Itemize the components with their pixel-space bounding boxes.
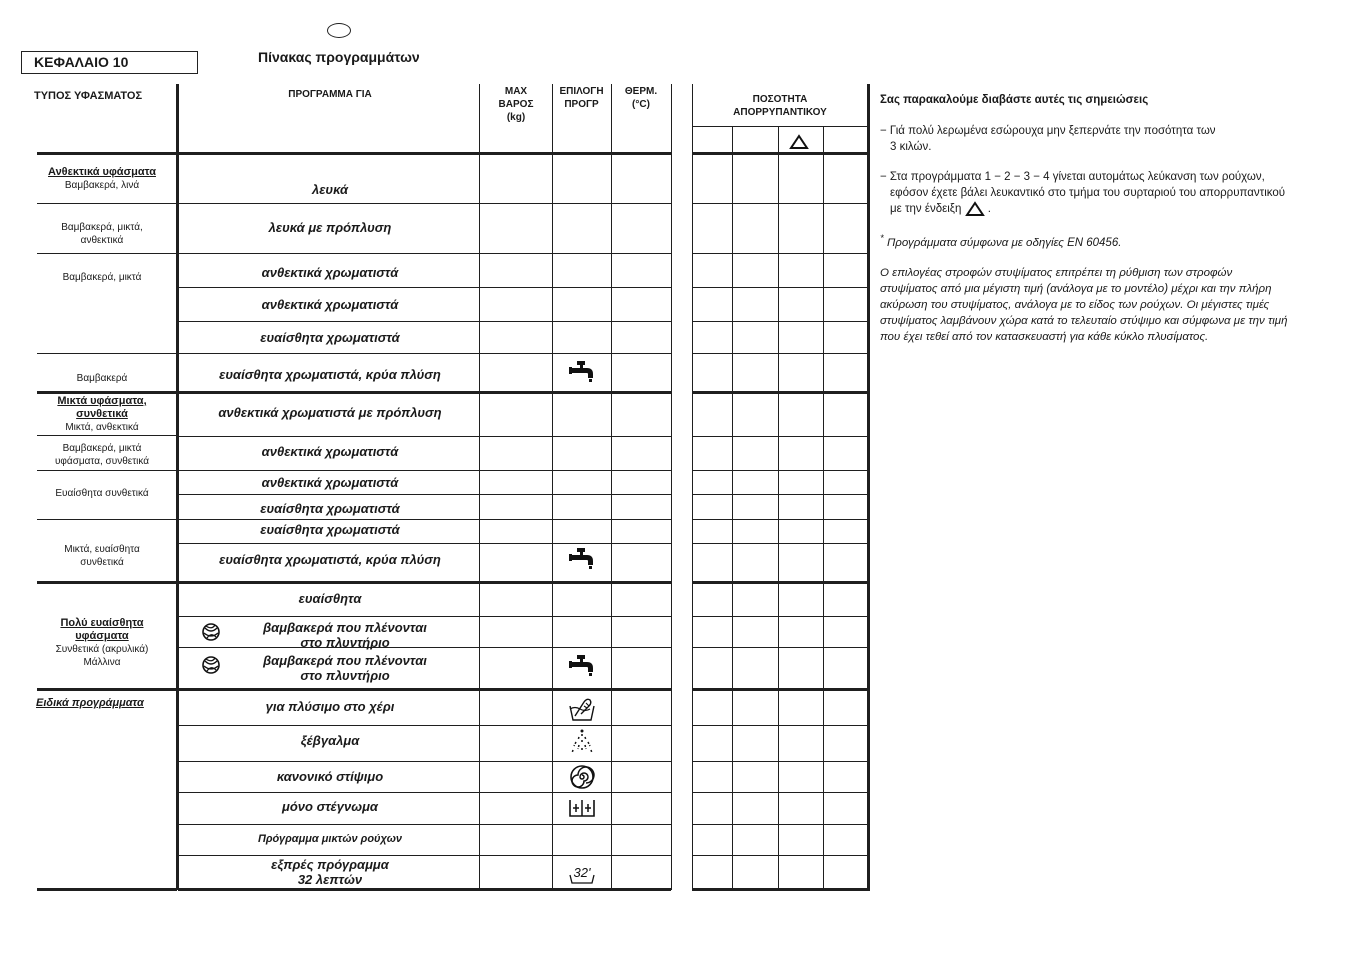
fabric-group-durable: Ανθεκτικά υφάσματα Βαμβακερά, λινά	[48, 166, 156, 191]
grid-line	[37, 391, 177, 394]
program-row: βαμβακερά που πλένονται στο πλυντήριο	[180, 620, 480, 650]
grid-line	[178, 253, 671, 254]
hand-wash-icon	[567, 694, 597, 722]
grid-line	[178, 353, 671, 354]
svg-text:32': 32'	[573, 865, 591, 880]
grid-line	[178, 761, 671, 762]
grid-line	[37, 470, 177, 471]
grid-line	[692, 581, 870, 584]
fabric-group-mixed-synthetic: Μικτά υφάσματα, συνθετικά Μικτά, ανθεκτικά	[57, 395, 147, 433]
program-row: ευαίσθητα χρωματιστά, κρύα πλύση	[219, 552, 441, 567]
spin-spiral-icon	[567, 763, 597, 791]
grid-line	[692, 761, 870, 762]
program-row: ανθεκτικά χρωματιστά	[261, 475, 399, 490]
grid-line	[692, 152, 870, 155]
program-row: λευκά με πρόπλυση	[268, 220, 392, 235]
grid-line	[867, 84, 870, 890]
page-marker-oval	[327, 23, 351, 38]
grid-line	[692, 494, 870, 495]
grid-line	[37, 688, 177, 691]
grid-line	[692, 253, 870, 254]
program-row: ευαίσθητα	[298, 591, 362, 606]
tap-icon	[567, 545, 597, 573]
program-row: ανθεκτικά χρωματιστά	[261, 444, 399, 459]
grid-line	[178, 725, 671, 726]
grid-line	[692, 321, 870, 322]
note-bleach: − Στα προγράμματα 1 − 2 − 3 − 4 γίνεται αυτομάτως λεύκανση των ρούχων, εφόσον έχετε βάλει λευκαντικό στο τμήμα του συρταριού του απορρυπαντικού με την ένδειξη .	[880, 171, 1286, 216]
header-program: ΠΡΟΓΡΑΜΜΑ ΓΙΑ	[288, 89, 372, 100]
grid-line	[178, 391, 671, 394]
grid-line	[37, 152, 671, 155]
grid-line	[178, 543, 671, 544]
fabric-group-special: Ειδικά προγράμματα	[36, 697, 144, 709]
grid-line	[692, 725, 870, 726]
page-title: Πίνακας προγραμμάτων	[258, 49, 420, 65]
grid-line	[37, 435, 177, 436]
drying-icon	[567, 794, 597, 822]
program-row: ανθεκτικά χρωματιστά	[261, 297, 399, 312]
grid-line	[178, 688, 671, 691]
header-max-weight: MAX ΒΑΡΟΣ (kg)	[498, 86, 534, 123]
program-row: ανθεκτικά χρωματιστά	[261, 265, 399, 280]
fabric-group-cotton-mixed-durable: Βαμβακερά, μικτά, ανθεκτικά	[61, 222, 143, 246]
grid-line	[37, 581, 177, 584]
program-row: ξέβγαλμα	[300, 733, 360, 748]
note-standard: * Προγράμματα σύμφωνα με οδηγίες EN 60456.	[880, 233, 1122, 249]
grid-line	[37, 203, 177, 204]
grid-line	[692, 647, 870, 648]
tap-icon	[567, 652, 597, 680]
grid-line	[178, 470, 671, 471]
grid-line	[178, 436, 671, 437]
tap-icon	[567, 358, 597, 386]
program-row: κανονικό στίψιμο	[276, 769, 384, 784]
grid-line	[178, 287, 671, 288]
grid-line	[37, 888, 177, 891]
program-row: για πλύσιμο στο χέρι	[265, 699, 395, 714]
bleach-triangle-icon	[965, 201, 985, 217]
notes-panel	[880, 92, 1335, 359]
grid-line	[671, 84, 672, 890]
header-fabric-type: ΤΥΠΟΣ ΥΦΑΣΜΑΤΟΣ	[34, 90, 143, 102]
fabric-group-cotton: Βαμβακερά	[76, 373, 128, 384]
fabric-group-cotton-synthetic: Βαμβακερά, μικτά υφάσματα, συνθετικά	[54, 443, 150, 467]
express-32-icon	[567, 857, 597, 885]
grid-line	[692, 287, 870, 288]
program-row: ευαίσθητα χρωματιστά	[260, 522, 400, 537]
grid-line	[692, 126, 868, 127]
grid-line	[692, 353, 870, 354]
program-row: ευαίσθητα χρωματιστά	[260, 501, 400, 516]
grid-line	[178, 616, 671, 617]
grid-line	[178, 519, 671, 520]
grid-line	[178, 321, 671, 322]
fabric-group-cotton-mixed: Βαμβακερά, μικτά	[62, 272, 142, 283]
grid-line	[692, 391, 870, 394]
grid-line	[692, 688, 870, 691]
wool-ball-icon	[200, 655, 222, 675]
rinse-shower-icon	[567, 728, 597, 756]
grid-line	[692, 519, 870, 520]
program-row: ανθεκτικά χρωματιστά με πρόπλυση	[218, 405, 442, 420]
grid-line	[37, 253, 177, 254]
grid-line	[692, 203, 870, 204]
grid-line	[823, 127, 824, 890]
grid-line	[692, 543, 870, 544]
grid-line	[692, 792, 870, 793]
grid-line	[692, 436, 870, 437]
grid-line	[37, 519, 177, 520]
grid-line	[692, 824, 870, 825]
grid-line	[178, 855, 671, 856]
bleach-triangle-icon	[789, 134, 809, 150]
fabric-group-mixed-delicate: Μικτά, ευαίσθητα συνθετικά	[64, 544, 140, 568]
program-row: ευαίσθητα χρωματιστά	[260, 330, 400, 345]
program-row: βαμβακερά που πλένονται στο πλυντήριο	[180, 653, 480, 683]
grid-line	[692, 84, 693, 890]
grid-line	[692, 616, 870, 617]
header-temperature: ΘΕΡΜ. (°C)	[624, 86, 658, 110]
notes-title: Σας παρακαλούμε διαβάστε αυτές τις σημειώσεις	[880, 94, 1149, 106]
grid-line	[692, 855, 870, 856]
grid-line	[692, 888, 870, 891]
header-detergent: ΠΟΣΟΤΗΤΑ ΑΠΟΡΡΥΠΑΝΤΙΚΟΥ	[733, 94, 827, 118]
note-spin: Ο επιλογέας στροφών στυψίματος επιτρέπει τη ρύθμιση των στροφών στυψίματος από μια μέγιστη τιμή (ανάλογα με το μοντέλο) μέχρι και την πλήρη ακύρωση του στυψίματος, ανάλογα με το είδος των ρούχων. Οι μέγιστες τιμές στυψίματος λαμβάνουν χώρα κατά το τελευταίο στύψιμο και σύμφωνα με την τιμή που έχει τεθεί από τον κατασκευαστή για κάθε κύκλο πλυσίματος.	[880, 266, 1288, 343]
program-row: λευκά	[311, 182, 349, 197]
grid-line	[611, 84, 612, 890]
grid-line	[37, 353, 177, 354]
fabric-group-delicate-synthetic: Ευαίσθητα συνθετικά	[55, 488, 149, 499]
program-row: εξπρές πρόγραμμα 32 λεπτών	[271, 857, 389, 887]
program-row: μόνο στέγνωμα	[282, 799, 378, 814]
program-row: ευαίσθητα χρωματιστά, κρύα πλύση	[219, 367, 441, 382]
grid-line	[176, 84, 179, 890]
grid-line	[692, 470, 870, 471]
header-selection: ΕΠΙΛΟΓΗ ΠΡΟΓΡ	[559, 86, 604, 110]
fabric-group-very-delicate: Πολύ ευαίσθητα υφάσματα Συνθετικά (ακρυλικά) Μάλλινα	[55, 617, 149, 668]
wool-ball-icon	[200, 622, 222, 642]
grid-line	[552, 84, 553, 890]
chapter-label: ΚΕΦΑΛΑΙΟ 10	[21, 51, 198, 74]
grid-line	[178, 824, 671, 825]
grid-line	[178, 494, 671, 495]
grid-line	[178, 792, 671, 793]
grid-line	[732, 127, 733, 890]
grid-line	[178, 888, 671, 891]
note-underwear: − Γιά πολύ λερωμένα εσώρουχα μην ξεπερνάτε την ποσότητα των 3 κιλών.	[880, 125, 1216, 153]
grid-line	[178, 581, 671, 584]
grid-line	[778, 127, 779, 890]
grid-line	[178, 203, 671, 204]
program-row: Πρόγραμμα μικτών ρούχων	[257, 833, 403, 845]
